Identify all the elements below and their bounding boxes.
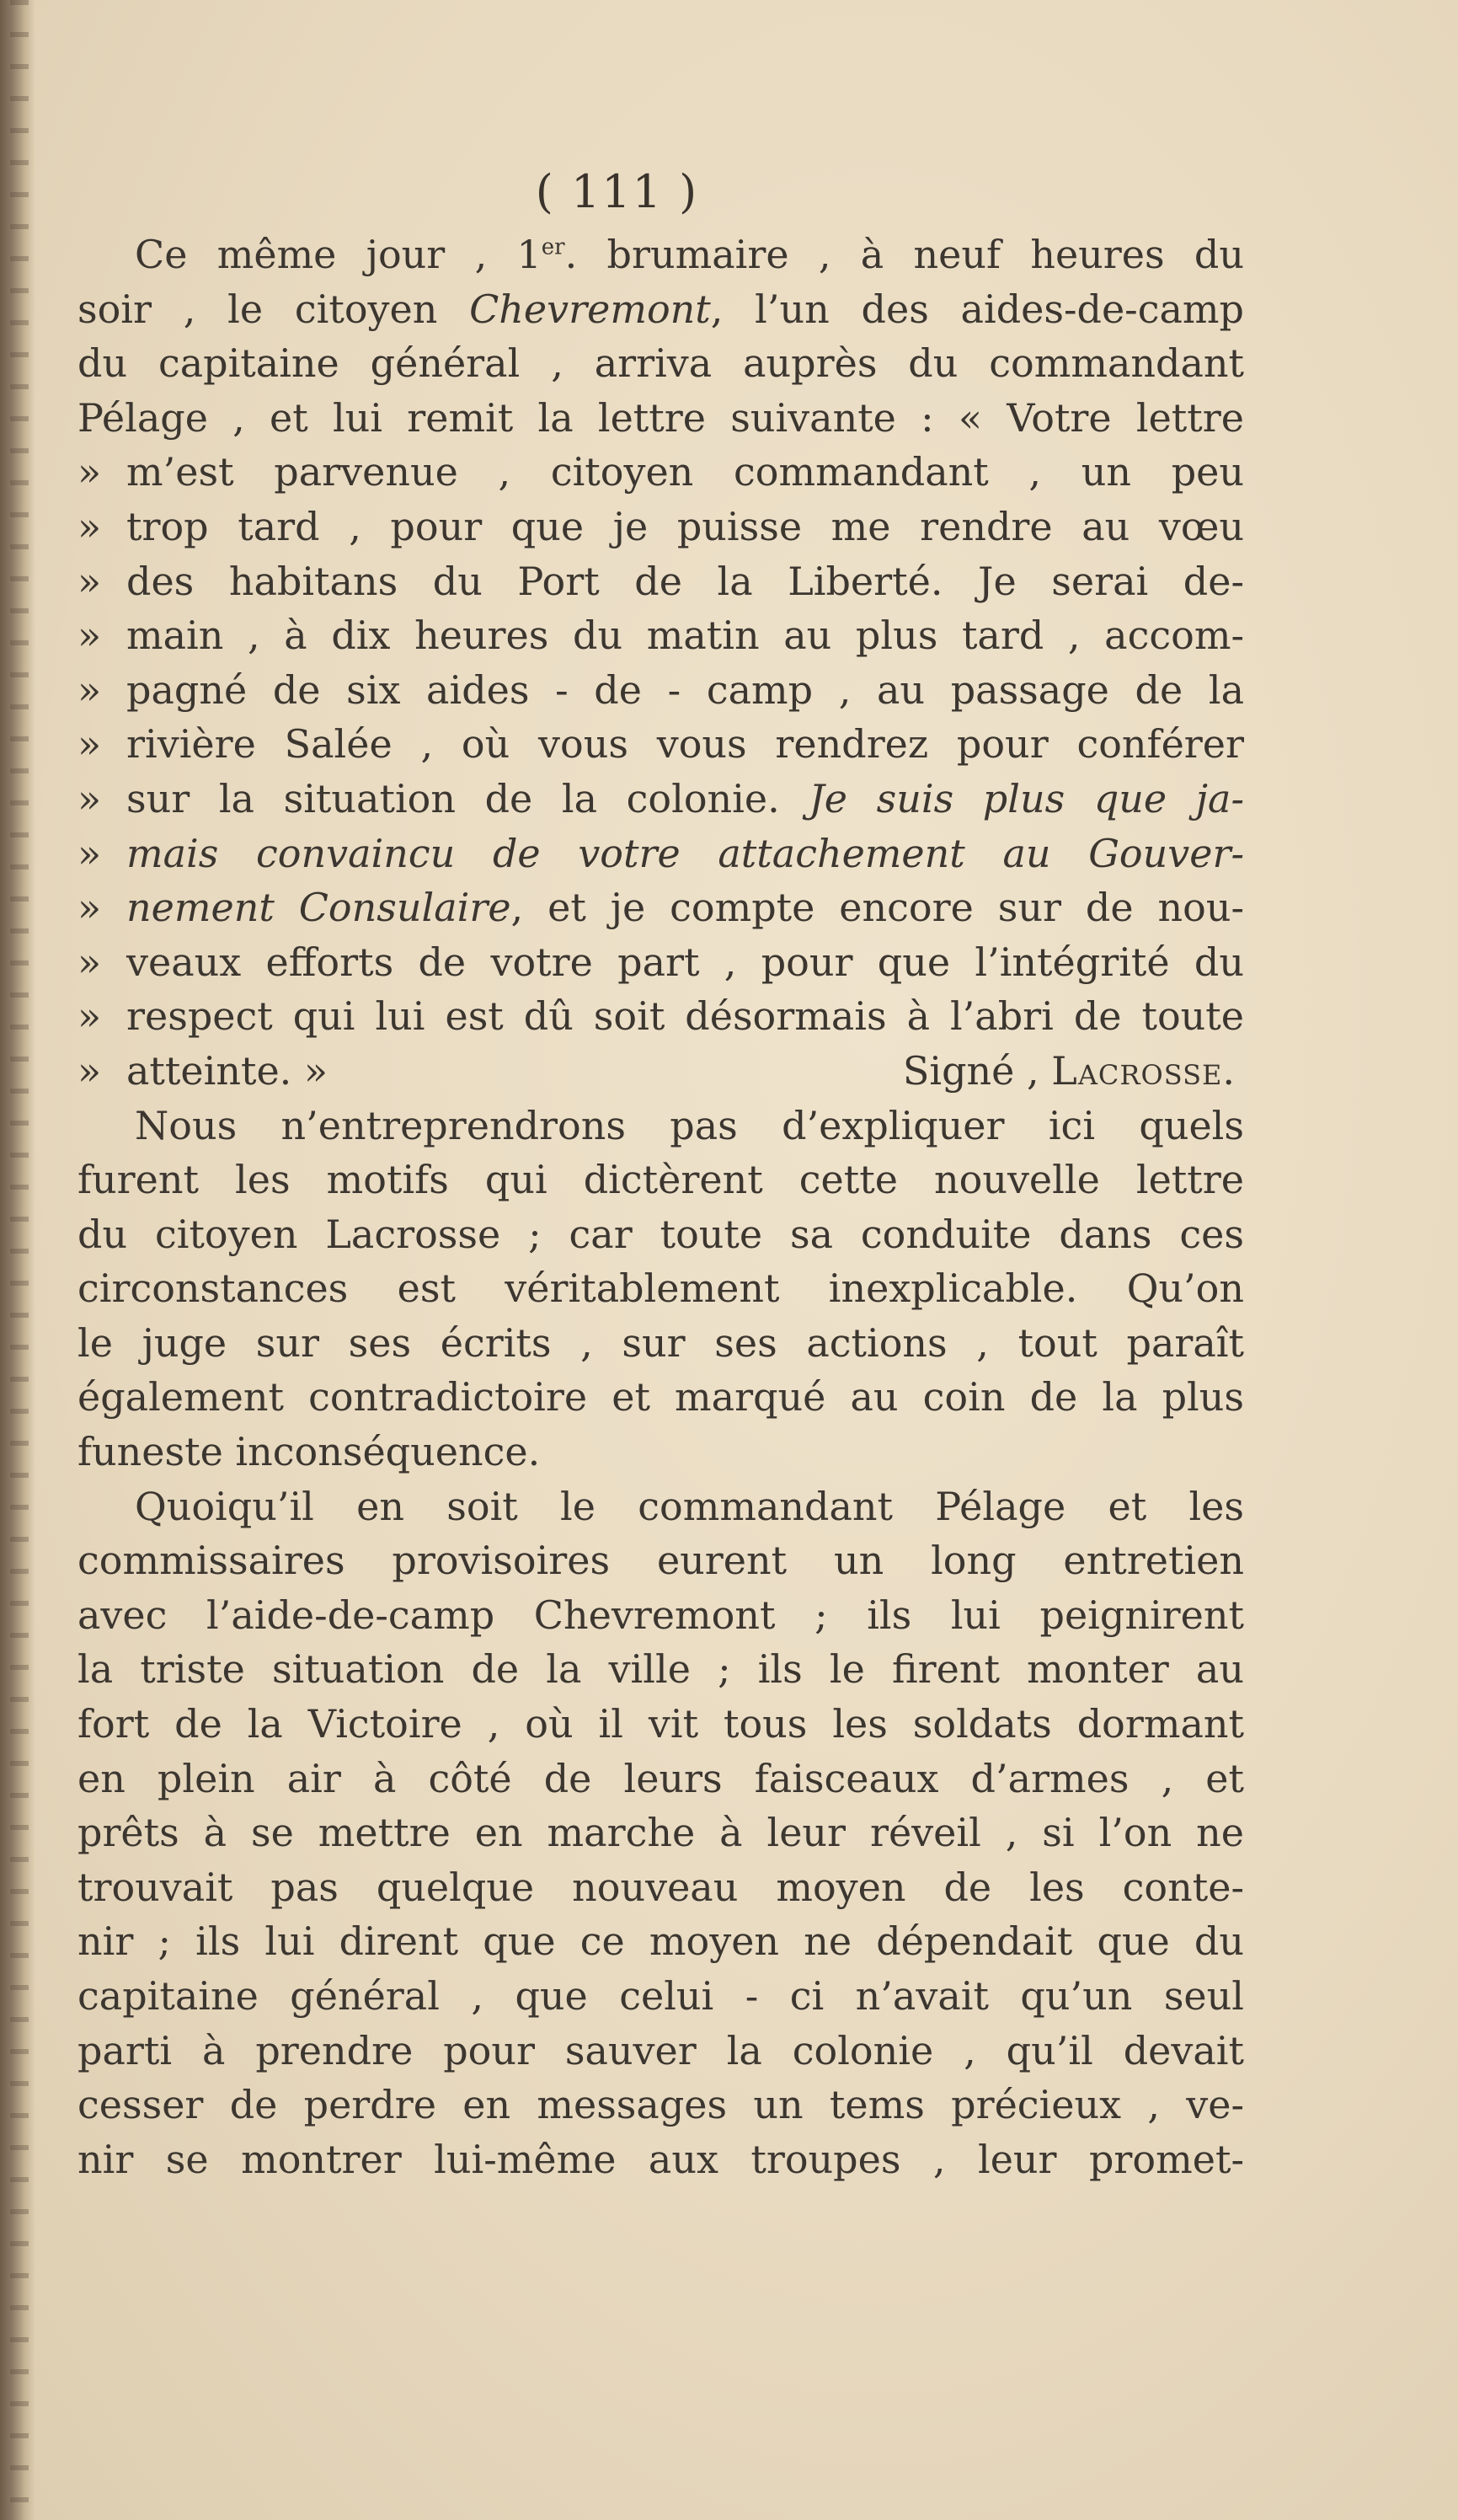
para2-line-6: également contradictoire et marqué au coin de la plus — [77, 1374, 1244, 1421]
quote-text: des habitans du Port de la Liberté. Je serai de- — [126, 558, 1244, 604]
quote-line-5 — [77, 663, 1244, 718]
para3-line-1: Quoiqu’il en soit le commandant Pélage et les — [135, 1483, 1244, 1529]
para3-line-9: nir ; ils lui dirent que ce moyen ne dépendait que du — [77, 1918, 1244, 1965]
quote-line-3 — [77, 554, 1244, 609]
quote-line-9 — [77, 880, 1244, 935]
quote-mark: » — [77, 503, 102, 549]
para1-line-3: du capitaine général , arriva auprès du commandant — [77, 340, 1244, 387]
signature — [764, 1044, 1244, 1099]
para3-line-6: en plein air à côté de leurs faisceaux d’armes , et — [77, 1755, 1244, 1801]
quote-text: trop tard , pour que je puisse me rendre au vœu — [126, 503, 1244, 549]
para3-line-8: trouvait pas quelque nouveau moyen de les conte- — [77, 1864, 1244, 1910]
quote-line-11 — [77, 989, 1244, 1044]
page-number: ( 111 ) — [535, 165, 699, 218]
quote-mark: » — [77, 993, 102, 1040]
quote-mark: » — [77, 1047, 102, 1094]
para3-line-5: fort de la Victoire , où il vit tous les soldats dormant — [77, 1701, 1244, 1747]
quote-mark: » — [77, 830, 102, 876]
quote-line-4 — [77, 608, 1244, 663]
para3-line-2: commissaires provisoires eurent un long entretien — [77, 1538, 1244, 1584]
para3-line-4: la triste situation de la ville ; ils le firent monter au — [77, 1646, 1244, 1693]
quote-mark: » — [77, 449, 102, 495]
italic-name: Chevremont — [469, 286, 711, 332]
signed-label: Signé , — [902, 1047, 1052, 1094]
quote-mark: » — [77, 666, 102, 713]
binding-stitches — [10, 0, 29, 2520]
para2-line-2: furent les motifs qui dictèrent cette nouvelle lettre — [77, 1157, 1244, 1203]
para1-line-4: Pélage , et lui remit la lettre suivante : « Votre lettre — [77, 394, 1244, 441]
quote-line-10 — [77, 935, 1244, 990]
para3-line-11: parti à prendre pour sauver la colonie , qu’il devait — [77, 2027, 1244, 2073]
text-span: Ce même jour , 1 — [135, 232, 542, 277]
quote-line-7 — [77, 772, 1244, 827]
quote-mark: » — [77, 613, 102, 659]
quote-mark: » — [77, 885, 102, 931]
quote-mark: » — [77, 939, 102, 985]
italic-text: nement Consulaire — [126, 885, 511, 931]
quote-text: atteinte. » — [126, 1047, 328, 1094]
para2-line-4: circonstances est véritablement inexplicable. Qu’on — [77, 1265, 1244, 1312]
quote-line-1 — [77, 445, 1244, 500]
quote-line-6 — [77, 717, 1244, 772]
quote-mark: » — [77, 775, 102, 821]
quote-line-2 — [77, 500, 1244, 554]
para3-line-12: cesser de perdre en messages un tems précieux , ve- — [77, 2082, 1244, 2128]
para3-line-13: nir se montrer lui-même aux troupes , leur promet- — [77, 2136, 1244, 2182]
text-span: sur la situation de la colonie. — [126, 775, 809, 821]
text-span: , l’un des aides-de-camp — [710, 286, 1244, 332]
para1-line-1 — [77, 227, 1244, 282]
para2-line-3: du citoyen Lacrosse ; car toute sa conduite dans ces — [77, 1211, 1244, 1257]
para2-line-1: Nous n’entreprendrons pas d’expliquer ici quels — [135, 1102, 1244, 1148]
para2-line-5: le juge sur ses écrits , sur ses actions , tout paraît — [77, 1319, 1244, 1366]
quote-text: rivière Salée , où vous vous rendrez pour conférer — [126, 721, 1244, 768]
italic-text: mais convaincu de votre attachement au Gouver- — [126, 830, 1244, 876]
signer-name: Lacrosse. — [1051, 1047, 1236, 1094]
italic-text: Je suis plus que ja- — [809, 775, 1244, 821]
text-block — [77, 227, 1244, 2186]
text-span: soir , le citoyen — [77, 286, 470, 332]
para3-line-7: prêts à se mettre en marche à leur réveil , si l’on ne — [77, 1810, 1244, 1856]
quote-text: respect qui lui est dû soit désormais à l’abri de toute — [126, 993, 1244, 1040]
quote-text: veaux efforts de votre part , pour que l’intégrité du — [126, 939, 1244, 985]
para3-line-3: avec l’aide-de-camp Chevremont ; ils lui peignirent — [77, 1592, 1244, 1638]
quote-text — [126, 772, 1244, 827]
quote-mark: » — [77, 721, 102, 768]
text-span: , et je compte encore sur de nou- — [510, 885, 1244, 931]
quote-text: main , à dix heures du matin au plus tard , accom- — [126, 613, 1244, 659]
text-span: . brumaire , à neuf heures du — [564, 232, 1244, 277]
quote-text: m’est parvenue , citoyen commandant , un peu — [126, 449, 1244, 495]
para1-line-2 — [77, 282, 1244, 337]
quote-mark: » — [77, 558, 102, 604]
superscript: er — [541, 234, 565, 260]
quote-text: pagné de six aides - de - camp , au passage de la — [126, 666, 1244, 713]
quote-text — [126, 880, 1244, 935]
quote-line-12-signature — [77, 1044, 1244, 1099]
para2-line-7: funeste inconséquence. — [77, 1429, 541, 1475]
quote-line-8 — [77, 827, 1244, 881]
para3-line-10: capitaine général , que celui - ci n’avait qu’un seul — [77, 1973, 1244, 2019]
